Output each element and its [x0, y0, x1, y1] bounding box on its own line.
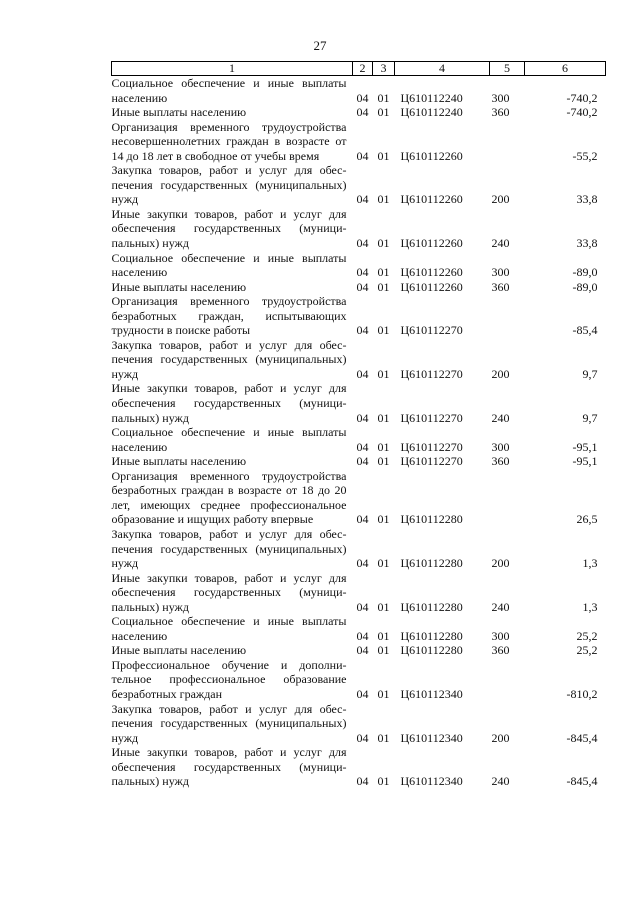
expense-type-code: 240	[491, 410, 510, 425]
table-row	[112, 643, 606, 658]
item-name: Иные выплаты населению	[111, 279, 247, 294]
subsection-code: 01	[377, 556, 390, 571]
amount: -845,4	[566, 730, 598, 745]
item-name: Иные закупки товаров, работ и услуг для обеспечения государственных (муниципальных) нужд	[111, 206, 347, 251]
target-article-code: Ц610112280	[400, 628, 463, 643]
table-row	[112, 76, 606, 106]
subsection-code: 01	[377, 730, 390, 745]
item-name: Профессиональное обучение и дополнительное профессиональное образование безработных граждан	[111, 657, 347, 701]
amount: -740,2	[566, 105, 598, 120]
expense-type-code	[490, 469, 525, 527]
section-code: 04	[356, 686, 369, 701]
section-code: 04	[356, 105, 369, 120]
item-name: Иные выплаты населению	[111, 643, 247, 658]
item-name: Организация временного трудоустройства несовершеннолетних граждан в возрасте от 14 до 18 лет в свободное от учебы время	[111, 119, 347, 163]
expense-type-code: 300	[491, 628, 510, 643]
section-code: 04	[356, 774, 369, 789]
header-cell-6: 6	[525, 62, 606, 76]
amount: 25,2	[576, 643, 598, 658]
table-row	[112, 527, 606, 571]
target-article-code: Ц610112260	[400, 265, 463, 280]
expense-type-code: 240	[491, 599, 510, 614]
subsection-code: 01	[377, 236, 390, 251]
expense-type-code	[490, 120, 525, 164]
section-code: 04	[356, 323, 369, 338]
target-article-code: Ц610112340	[400, 774, 463, 789]
target-article-code: Ц610112260	[400, 148, 463, 163]
table-row	[112, 658, 606, 702]
amount: 25,2	[576, 628, 598, 643]
header-cell-5: 5	[490, 62, 525, 76]
target-article-code: Ц610112240	[400, 90, 463, 105]
item-name: Социальное обеспечение и иные выплаты населению	[111, 425, 347, 454]
item-name: Иные выплаты населению	[111, 454, 247, 469]
expense-type-code	[490, 294, 525, 338]
amount: -95,1	[572, 439, 598, 454]
amount: 1,3	[582, 556, 598, 571]
subsection-code: 01	[377, 599, 390, 614]
subsection-code: 01	[377, 774, 390, 789]
amount: 33,8	[576, 192, 598, 207]
amount: -85,4	[572, 323, 598, 338]
section-code: 04	[356, 265, 369, 280]
subsection-code: 01	[377, 279, 390, 294]
target-article-code: Ц610112240	[400, 105, 463, 120]
target-article-code: Ц610112280	[400, 512, 463, 527]
table-row	[112, 614, 606, 643]
target-article-code: Ц610112260	[400, 236, 463, 251]
section-code: 04	[356, 410, 369, 425]
subsection-code: 01	[377, 323, 390, 338]
amount: 33,8	[576, 236, 598, 251]
table-row	[112, 454, 606, 469]
expense-type-code: 300	[491, 90, 510, 105]
section-code: 04	[356, 192, 369, 207]
section-code: 04	[356, 279, 369, 294]
subsection-code: 01	[377, 148, 390, 163]
amount: 9,7	[582, 410, 598, 425]
expense-type-code	[490, 658, 525, 702]
item-name: Иные закупки товаров, работ и услуг для обеспечения государственных (муниципальных) нужд	[111, 381, 347, 425]
amount: -810,2	[566, 686, 598, 701]
item-name: Организация временного трудоустройства безработных граждан в возрасте от 18 до 20 лет, имеющих среднее профессиональное образование и ищущих работу впервые	[111, 468, 347, 527]
table-row	[112, 571, 606, 615]
table-row	[112, 469, 606, 527]
table-row	[112, 105, 606, 120]
target-article-code: Ц610112260	[400, 279, 463, 294]
subsection-code: 01	[377, 192, 390, 207]
table-row	[112, 163, 606, 207]
section-code: 04	[356, 643, 369, 658]
target-article-code: Ц610112270	[400, 410, 463, 425]
subsection-code: 01	[377, 410, 390, 425]
expense-type-code: 360	[491, 279, 510, 294]
item-name: Закупка товаров, работ и услуг для обеспечения государственных (муниципальных) нужд	[111, 163, 347, 207]
table-row	[112, 702, 606, 746]
subsection-code: 01	[377, 512, 390, 527]
item-name: Социальное обеспечение и иные выплаты населению	[111, 76, 347, 105]
item-name: Социальное обеспечение и иные выплаты населению	[111, 250, 347, 280]
target-article-code: Ц610112270	[400, 454, 463, 469]
section-code: 04	[356, 730, 369, 745]
target-article-code: Ц610112270	[400, 366, 463, 381]
target-article-code: Ц610112270	[400, 439, 463, 454]
table-row	[112, 120, 606, 164]
amount: 9,7	[582, 366, 598, 381]
table-row	[112, 207, 606, 251]
header-cell-2: 2	[353, 62, 373, 76]
section-code: 04	[356, 512, 369, 527]
subsection-code: 01	[377, 628, 390, 643]
subsection-code: 01	[377, 439, 390, 454]
budget-table	[111, 61, 606, 789]
item-name: Иные закупки товаров, работ и услуг для обеспечения государственных (муниципальных) нужд	[111, 570, 347, 614]
header-cell-1: 1	[112, 62, 353, 76]
table-row	[112, 338, 606, 382]
table-body	[112, 76, 606, 789]
target-article-code: Ц610112270	[400, 323, 463, 338]
amount: -740,2	[566, 90, 598, 105]
section-code: 04	[356, 148, 369, 163]
amount: 1,3	[582, 599, 598, 614]
amount: -845,4	[566, 774, 598, 789]
expense-type-code: 240	[491, 236, 510, 251]
target-article-code: Ц610112280	[400, 599, 463, 614]
expense-type-code: 200	[491, 556, 510, 571]
header-cell-3: 3	[373, 62, 395, 76]
table-row	[112, 280, 606, 295]
amount: -89,0	[572, 265, 598, 280]
subsection-code: 01	[377, 105, 390, 120]
section-code: 04	[356, 628, 369, 643]
expense-type-code: 200	[491, 366, 510, 381]
amount: -89,0	[572, 279, 598, 294]
item-name: Иные закупки товаров, работ и услуг для обеспечения государственных (муниципальных) нужд	[111, 745, 347, 789]
amount: 26,5	[576, 512, 598, 527]
item-name: Социальное обеспечение и иные выплаты населению	[111, 614, 347, 643]
expense-type-code: 200	[491, 192, 510, 207]
item-name: Закупка товаров, работ и услуг для обеспечения государственных (муниципальных) нужд	[111, 526, 347, 571]
expense-type-code: 240	[491, 774, 510, 789]
target-article-code: Ц610112280	[400, 556, 463, 571]
target-article-code: Ц610112280	[400, 643, 463, 658]
section-code: 04	[356, 90, 369, 105]
section-code: 04	[356, 236, 369, 251]
subsection-code: 01	[377, 643, 390, 658]
expense-type-code: 360	[491, 454, 510, 469]
target-article-code: Ц610112340	[400, 686, 463, 701]
table-row	[112, 294, 606, 338]
section-code: 04	[356, 439, 369, 454]
amount: -55,2	[572, 148, 598, 163]
section-code: 04	[356, 454, 369, 469]
item-name: Закупка товаров, работ и услуг для обеспечения государственных (муниципальных) нужд	[111, 701, 347, 745]
table-row	[112, 425, 606, 454]
item-name: Иные выплаты населению	[111, 105, 247, 120]
expense-type-code: 360	[491, 105, 510, 120]
subsection-code: 01	[377, 265, 390, 280]
section-code: 04	[356, 556, 369, 571]
subsection-code: 01	[377, 686, 390, 701]
table-row	[112, 381, 606, 425]
item-name: Закупка товаров, работ и услуг для обеспечения государственных (муниципальных) нужд	[111, 337, 347, 381]
subsection-code: 01	[377, 90, 390, 105]
amount: -95,1	[572, 454, 598, 469]
subsection-code: 01	[377, 454, 390, 469]
header-cell-4: 4	[395, 62, 490, 76]
expense-type-code: 300	[491, 265, 510, 280]
expense-type-code: 300	[491, 439, 510, 454]
expense-type-code: 360	[491, 643, 510, 658]
subsection-code: 01	[377, 366, 390, 381]
table-header-row	[112, 62, 606, 76]
section-code: 04	[356, 599, 369, 614]
table-row	[112, 251, 606, 280]
table-row	[112, 745, 606, 789]
item-name: Организация временного трудоустройства безработных граждан, испытывающих трудности в поиске работы	[111, 294, 347, 338]
target-article-code: Ц610112260	[400, 192, 463, 207]
expense-type-code: 200	[491, 730, 510, 745]
target-article-code: Ц610112340	[400, 730, 463, 745]
section-code: 04	[356, 366, 369, 381]
page-number: 27	[313, 38, 327, 53]
